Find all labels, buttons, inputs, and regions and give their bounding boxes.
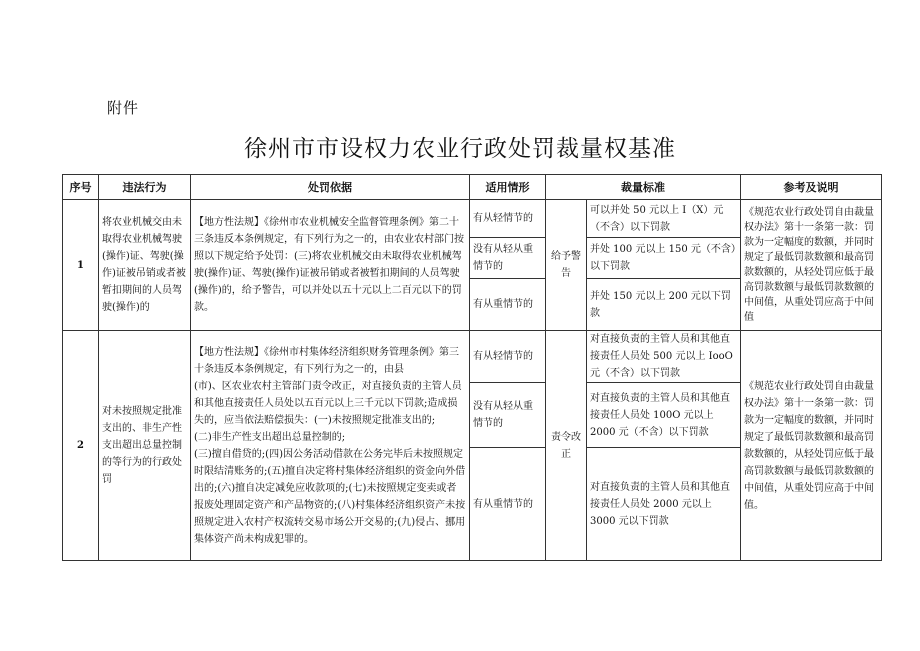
col-header-basis: 处罚依据 xyxy=(191,175,470,200)
col-header-no: 序号 xyxy=(63,175,99,200)
standard-light: 可以并处 50 元以上 I（X）元（不含）以下罚款 xyxy=(587,200,741,238)
col-header-notes: 参考及说明 xyxy=(741,175,882,200)
row-number: 1 xyxy=(63,200,99,331)
col-header-standard: 裁量标准 xyxy=(546,175,741,200)
situation-heavy: 有从重情节的 xyxy=(470,448,546,561)
basis-cell xyxy=(191,331,470,561)
notes-cell: 《规范农业行政处罚自由裁量权办法》第十一条第一款：罚款为一定幅度的数额，并同时规定了最低罚款数额和最高罚款数额的，从轻处罚应低于最高罚款数额与最低罚款数额的中间值，从重处罚应高于中间值。 xyxy=(741,331,882,561)
attachment-label: 附件 xyxy=(107,99,140,117)
penalty-type: 责令改正 xyxy=(546,331,587,561)
situation-normal: 没有从轻从重情节的 xyxy=(470,383,546,448)
table-row xyxy=(63,331,882,383)
situation-normal: 没有从轻从重情节的 xyxy=(470,238,546,279)
basis-cell: 【地方性法规】《徐州市农业机械安全监督管理条例》第二十三条违反本条例规定，有下列行为之一的，由农业农村部门按照以下规定给予处罚：(三)将农业机械交由未取得农业机械驾驶(操作)证、驾驶(操作)证被吊销或者被暂扣期间的人员驾驶(操作)的，给予警告，可以并处以五十元以上二百元以下的罚款。 xyxy=(191,200,470,331)
standard-normal: 并处 100 元以上 150 元（不含）以下罚款 xyxy=(587,238,741,279)
notes-cell: 《规范农业行政处罚自由裁量权办法》第十一条第一款：罚款为一定幅度的数额，并同时规定了最低罚款数额和最高罚款数额的，从轻处罚应低于最高罚款数额与最低罚款数额的中间值，从重处罚应高于中间值 xyxy=(741,200,882,331)
standard-heavy: 并处 150 元以上 200 元以下罚款 xyxy=(587,279,741,331)
standard-heavy: 对直接负责的主管人员和其他直接责任人员处 2000 元以上 3000 元以下罚款 xyxy=(587,448,741,561)
basis-paragraph: 【地方性法规】《徐州市村集体经济组织财务管理条例》第三十条违反本条例规定，有下列行为之一的，由县 xyxy=(194,346,459,375)
table-header-row xyxy=(63,175,882,200)
situation-light: 有从轻情节的 xyxy=(470,331,546,383)
table-row xyxy=(63,200,882,238)
col-header-situation: 适用情形 xyxy=(470,175,546,200)
situation-light: 有从轻情节的 xyxy=(470,200,546,238)
row-number: 2 xyxy=(63,331,99,561)
situation-heavy: 有从重情节的 xyxy=(470,279,546,331)
basis-paragraph: (市)、区农业农村主管部门责令改正，对直接负责的主管人员和其他直接责任人员处以五百元以上三千元以下罚款;造成损失的，应当依法赔偿损失：(一)未按照规定批准支出的; xyxy=(194,380,462,426)
violation-cell: 对未按照规定批准支出的、非生产性支出超出总量控制的等行为的行政处罚 xyxy=(99,331,191,561)
discretion-table xyxy=(62,174,882,561)
standard-light: 对直接负责的主管人员和其他直接责任人员处 500 元以上 IooO 元（不含）以下罚款 xyxy=(587,331,741,383)
page-title: 徐州市市设权力农业行政处罚裁量权基准 xyxy=(244,136,676,162)
col-header-violation: 违法行为 xyxy=(99,175,191,200)
standard-normal: 对直接负责的主管人员和其他直接责任人员处 100O 元以上 2000 元（不含）以下罚款 xyxy=(587,383,741,448)
penalty-type: 给予警告 xyxy=(546,200,587,331)
basis-paragraph: (三)擅自借贷的;(四)因公务活动借款在公务完毕后未按照规定时限结清账务的;(五)擅自决定将村集体经济组织的资金向外借出的;(六)擅自决定减免应收款项的;(七)未按照规定变卖或者报废处理固定资产和产品物资的;(八)村集体经济组织资产未按照规定进入农村产权流转交易市场公开交易的;(九)侵占、挪用集体资产尚未构成犯罪的。 xyxy=(194,448,466,545)
violation-cell: 将农业机械交由未取得农业机械驾驶(操作)证、驾驶(操作)证被吊销或者被暂扣期间的人员驾驶(操作)的 xyxy=(99,200,191,331)
basis-paragraph: (二)非生产性支出超出总量控制的; xyxy=(194,431,346,443)
